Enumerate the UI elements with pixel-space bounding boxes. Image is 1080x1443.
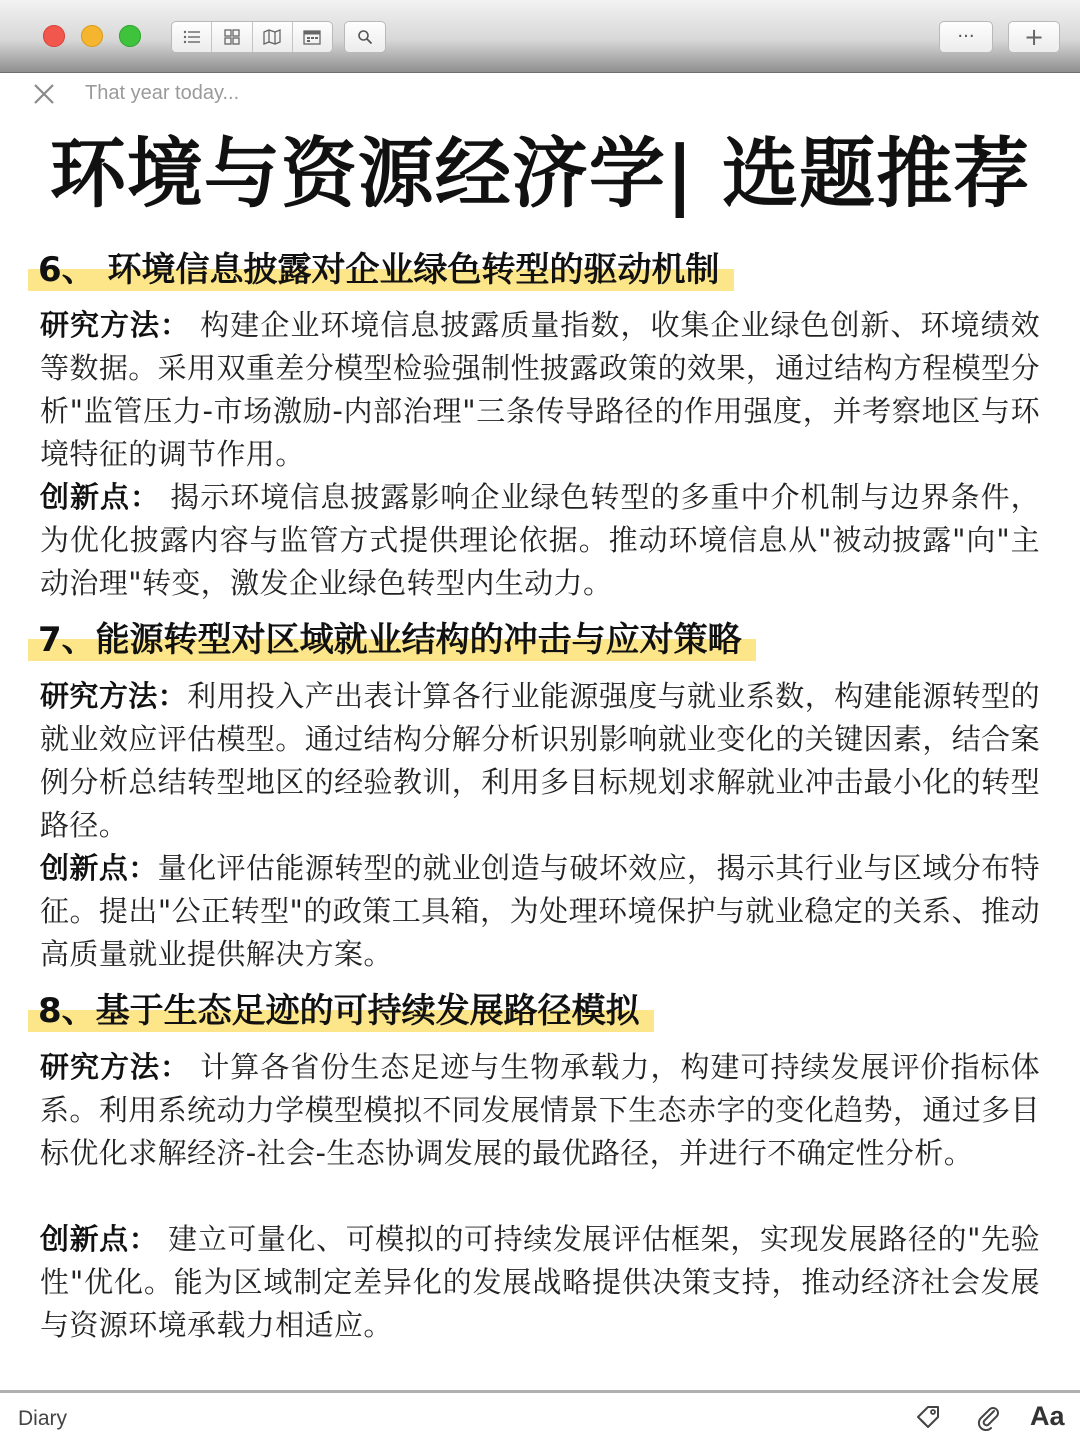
list-view-button[interactable] [172, 22, 212, 52]
zoom-window-button[interactable] [119, 25, 141, 47]
section-heading-text: 8、基于生态足迹的可持续发展路径模拟 [38, 991, 640, 1031]
map-view-button[interactable] [253, 22, 293, 52]
method-label: 研究方法： [40, 308, 191, 342]
bottom-toolbar [0, 1390, 1080, 1443]
search-button[interactable] [344, 21, 386, 53]
journal-selector[interactable]: Diary [18, 1407, 68, 1430]
entry-title-placeholder[interactable]: That year today... [85, 82, 240, 104]
innovation-paragraph-8 [40, 1218, 1040, 1347]
close-window-button[interactable] [43, 25, 65, 47]
method-paragraph-6 [40, 304, 1040, 476]
page-title: 环境与资源经济学| 选题推荐 [49, 129, 1031, 218]
minimize-window-button[interactable] [81, 25, 103, 47]
search-icon [357, 29, 373, 45]
section-heading-text: 6、 环境信息披露对企业绿色转型的驱动机制 [38, 250, 720, 290]
window-titlebar [0, 0, 1080, 73]
method-paragraph-8 [40, 1046, 1040, 1175]
method-text: 计算各省份生态足迹与生物承载力，构建可持续发展评价指标体系。利用系统动力学模型模拟不同发展情景下生态赤字的变化趋势，通过多目标优化求解经济-社会-生态协调发展的最优路径，并进行不确定性分析。 [40, 1050, 1040, 1170]
innovation-text: 揭示环境信息披露影响企业绿色转型的多重中介机制与边界条件，为优化披露内容与监管方式提供理论依据。推动环境信息从"被动披露"向"主动治理"转变，激发企业绿色转型内生动力。 [40, 480, 1040, 600]
tag-icon[interactable] [914, 1403, 942, 1431]
innovation-label: 创新点： [40, 480, 161, 514]
map-icon [263, 29, 281, 45]
view-switcher [171, 21, 333, 53]
method-label: 研究方法： [40, 679, 188, 713]
innovation-label: 创新点： [40, 1222, 159, 1256]
section-heading-7 [28, 617, 756, 663]
list-icon [183, 30, 201, 44]
plus-icon: + [1023, 23, 1045, 51]
innovation-paragraph-6 [40, 476, 1040, 605]
grid-icon [224, 29, 240, 45]
section-heading-6 [28, 247, 734, 293]
calendar-icon [303, 29, 321, 45]
more-icon: ··· [957, 26, 975, 47]
method-paragraph-7 [40, 675, 1040, 847]
calendar-view-button[interactable] [293, 22, 332, 52]
method-text: 构建企业环境信息披露质量指数，收集企业绿色创新、环境绩效等数据。采用双重差分模型检验强制性披露政策的效果，通过结构方程模型分析"监管压力-市场激励-内部治理"三条传导路径的作用强度，并考察地区与环境特征的调节作用。 [40, 308, 1040, 471]
method-text: 利用投入产出表计算各行业能源强度与就业系数，构建能源转型的就业效应评估模型。通过结构分解分析识别影响就业变化的关键因素，结合案例分析总结转型地区的经验教训，利用多目标规划求解就业冲击最小化的转型路径。 [40, 679, 1040, 842]
grid-view-button[interactable] [212, 22, 252, 52]
innovation-text: 建立可量化、可模拟的可持续发展评估框架，实现发展路径的"先验性"优化。能为区域制定差异化的发展战略提供决策支持，推动经济社会发展与资源环境承载力相适应。 [40, 1222, 1040, 1342]
method-label: 研究方法： [40, 1050, 191, 1084]
innovation-text: 量化评估能源转型的就业创造与破坏效应，揭示其行业与区域分布特征。提出"公正转型"的政策工具箱，为处理环境保护与就业稳定的关系、推动高质量就业提供解决方案。 [40, 851, 1040, 971]
close-entry-icon[interactable] [32, 82, 56, 106]
innovation-label: 创新点： [40, 851, 158, 885]
more-button[interactable] [939, 21, 993, 53]
new-entry-button[interactable] [1008, 21, 1060, 53]
section-heading-8 [28, 988, 654, 1034]
innovation-paragraph-7 [40, 847, 1040, 976]
paperclip-icon[interactable] [974, 1403, 1002, 1431]
section-heading-text: 7、能源转型对区域就业结构的冲击与应对策略 [38, 620, 742, 660]
text-format-button[interactable]: Aa [1030, 1401, 1065, 1431]
